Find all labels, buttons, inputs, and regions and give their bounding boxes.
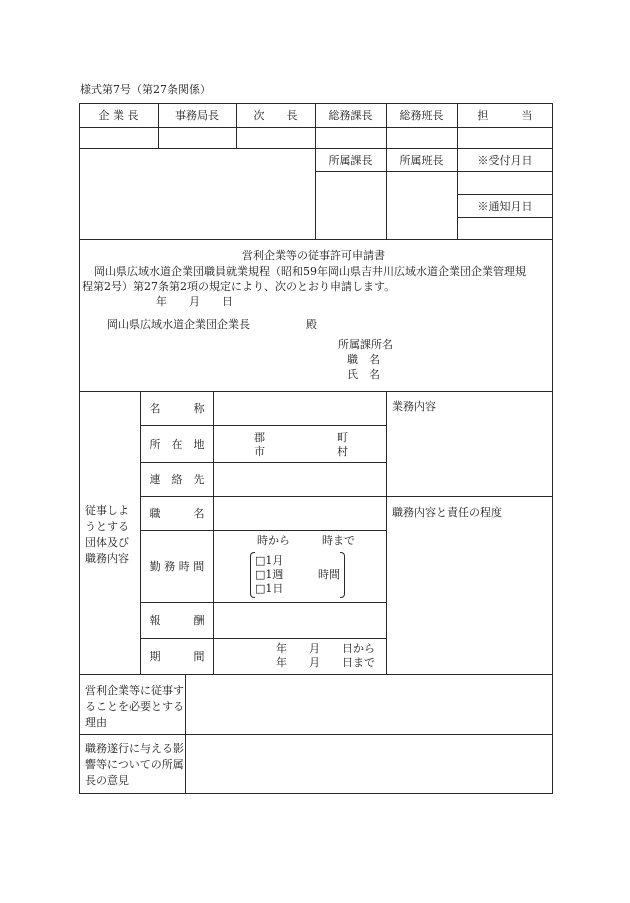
period-label: 期 間 — [149, 650, 205, 663]
address-mura: 村 — [337, 445, 348, 458]
application-body-line1: 岡山県広域水道企業団職員就業規程（昭和59年岡山県吉井川広域水道企業団企業管理規 — [94, 265, 526, 278]
org-contact-label: 連 絡 先 — [149, 473, 205, 486]
checkbox-per-day[interactable]: □1日 — [255, 582, 284, 595]
honorific: 殿 — [306, 318, 317, 331]
header-dept-chief: 所属班長 — [399, 153, 444, 167]
form-number-label: 様式第7号（第27条関係） — [80, 83, 211, 96]
hours-unit: 時間 — [318, 568, 340, 581]
period-from: 年 月 日から — [276, 642, 375, 655]
checkbox-per-month[interactable]: □1月 — [255, 554, 284, 567]
application-date: 年 月 日 — [156, 295, 233, 308]
address-shi: 市 — [254, 445, 265, 458]
address-gun: 郡 — [254, 431, 265, 444]
header-secretariat-director: 事務局長 — [175, 109, 219, 122]
duty-responsibility-label: 職務内容と責任の程度 — [392, 506, 502, 519]
applicant-name-label: 氏 名 — [347, 368, 380, 381]
addressee: 岡山県広域水道企業団企業長 — [107, 318, 250, 331]
compensation-label: 報 酬 — [149, 614, 205, 627]
work-hours-from: 時から — [257, 534, 290, 547]
applicant-post-label: 職 名 — [347, 353, 380, 366]
work-hours-label: 勤 務 時 間 — [149, 560, 205, 573]
reason-label: 営利企業等に従事することを必要とする理由 — [85, 684, 184, 729]
header-person-in-charge: 担 当 — [477, 109, 533, 122]
application-title: 営利企業等の従事許可申請書 — [242, 249, 385, 262]
notified-date-label: ※通知月日 — [477, 199, 533, 213]
header-deputy: 次 長 — [253, 109, 298, 122]
supervisor-opinion-label: 職務遂行に与える影響等についての所属長の意見 — [85, 742, 184, 787]
org-name-label: 名 称 — [149, 402, 205, 415]
period-to: 年 月 日まで — [276, 656, 375, 669]
checkbox-per-week[interactable]: □1週 — [255, 568, 284, 581]
business-content-label: 業務内容 — [392, 400, 436, 413]
header-general-affairs-chief: 総務班長 — [399, 109, 444, 122]
header-president: 企 業 長 — [98, 109, 139, 122]
applicant-dept-label: 所属課所名 — [338, 338, 393, 351]
right-bracket — [340, 552, 345, 598]
received-date-label: ※受付月日 — [477, 153, 533, 167]
header-general-affairs-manager: 総務課長 — [328, 109, 373, 122]
org-post-label: 職 名 — [149, 507, 205, 520]
organization-section-label: 従事しようとする団体及び職務内容 — [85, 504, 129, 565]
header-dept-manager: 所属課長 — [328, 153, 373, 167]
address-machi: 町 — [337, 431, 348, 444]
org-address-label: 所 在 地 — [149, 437, 205, 451]
application-body-line2: 程第2号）第27条第2項の規定により、次のとおり申請します。 — [82, 280, 396, 293]
work-hours-until: 時まで — [322, 534, 355, 547]
